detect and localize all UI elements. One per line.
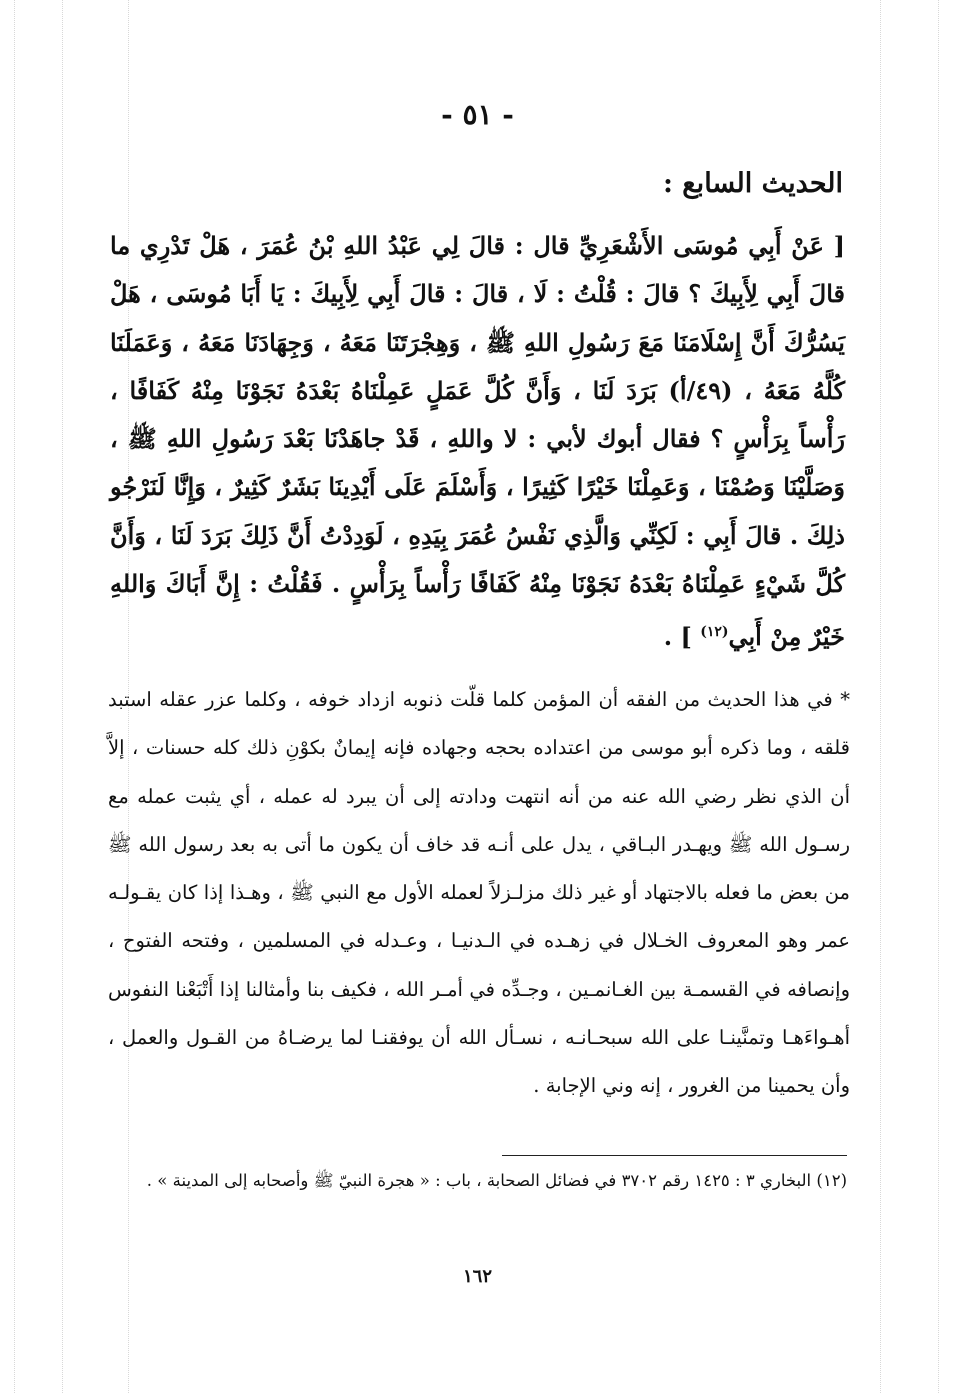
scan-margin-line: [938, 0, 939, 1393]
hadith-body: [ عَنْ أَبِي مُوسَى الأَشْعَرِيِّ قال : قالَ لِي عَبْدُ اللهِ بْنُ عُمَرَ ، هَلْ تَدْرِي ما قالَ أَبِي لِأَبِيكَ ؟ قالَ : قُلْتُ : لَا ، قالَ : قالَ أَبِي لِأَبِيكَ : يَا أَبَا مُوسَى ، هَلْ يَسُرُّكَ أَنَّ إِسْلَامَنَا مَعَ رَسُولِ اللهِ ﷺ ، وَهِجْرَتَنَا مَعَهُ ، وَجِهَادَنَا مَعَهُ ، وَعَمَلَنَا كُلَّهُ مَعَهُ ، (٤٩/أ) بَرَدَ لَنَا ، وَأَنَّ كُلَّ عَمَلٍ عَمِلْنَاهُ بَعْدَهُ نَجَوْنَا مِنْهُ كَفَافًا ، رَأْساً بِرَأْسٍ ؟ فقال أبوك لأبي : لا واللهِ ، قَدْ جاهَدْنَا بَعْدَ رَسُولِ اللهِ ﷺ ، وَصَلَّيْنَا وَصُمْنَا ، وَعَمِلْنَا خَيْرًا كَثِيرًا ، وَأَسْلَمَ عَلَى أَيْدِينَا بَشَرٌ كَثِيرٌ ، وَإِنَّا لَنَرْجُو ذلِكَ . قالَ أَبِي : لَكِنِّي وَالَّذِي نَفْسُ عُمَرَ بِيَدِهِ ، لَوَدِدْتُ أَنَّ ذَلِكَ بَرَدَ لَنَا ، وَأَنَّ كُلَّ شَيْءٍ عَمِلْنَاهُ بَعْدَهُ نَجَوْنَا مِنْهُ كَفَافًا رَأْساً بِرَأْسٍ . فَقُلْتُ : إِنَّ أَبَاكَ وَاللهِ خَيْرٌ مِنْ أَبِي: [110, 231, 845, 652]
footnote-reference: (١٢): [700, 624, 729, 641]
scan-margin-line: [14, 0, 15, 1393]
commentary-block: [108, 676, 850, 1111]
page-number: ١٦٢: [462, 1266, 492, 1287]
hadith-closing-bracket: ] .: [663, 622, 701, 652]
hadith-text-block: [110, 222, 845, 662]
footnote-divider: [502, 1155, 847, 1156]
page-header-marker: - ٥١ -: [441, 98, 514, 131]
commentary-paragraph: * في هذا الحديث من الفقه أن المؤمن كلما قلّت ذنوبه ازداد خوفه ، وكلما عزر عقله استبد قلقه ، وما ذكره أبو موسى من اعتداده بحجه وجهاده فإنه إيمانٌ بكوْنِ ذلك كله حسنات ، إلاَّ أن الذي نظر رضي الله عنه من أنه انتهت ودادته إلى أن يبرد له عمله ، أي يثبت عمله مع رسـول الله ﷺ ويهـدر البـاقي ، يدل على أنـه قد خاف أن يكون ما أتى به بعد رسول الله ﷺ من بعض ما فعله بالاجتهاد أو غير ذلك مزلـزلاً لعمله الأول مع النبي ﷺ ، وهـذا إذا كان يقـولـه عمر وهو المعروف الخـلال في زهـده في الـدنيـا ، وعـدله في المسلمين ، وفتحه الفتوح ، وإنصافه في القسمـة بين الغـانمـين ، وجـدِّه في أمـر الله ، فكيف بنا وأمثالنا إذا أَتْبَعْنا النفوس أهـواءَهـا وتمنَّينـا على الله سبحـانـه ، نسـأل الله أن يوفقنـا لما يرضـاهُ من القـول والعمل ، وأن يحمينا من الغرور ، إنه وني الإجابة .: [108, 688, 850, 1098]
hadith-paragraph: [110, 222, 845, 662]
section-title: الحديث السابع :: [662, 168, 843, 199]
footnote-block: [107, 1164, 847, 1198]
footnote-text: (١٢) البخاري ٣ : ١٤٢٥ رقم ٣٧٠٢ في فضائل الصحابة ، باب : « هجرة النبيّ ﷺ وأصحابه إلى المدينة » .: [146, 1171, 847, 1190]
scan-margin-line: [880, 0, 881, 1393]
scan-margin-line: [62, 0, 63, 1393]
